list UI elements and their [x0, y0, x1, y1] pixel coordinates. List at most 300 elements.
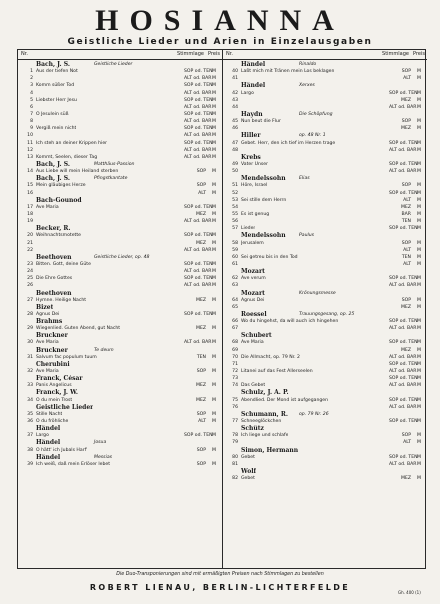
price-header: Preis [208, 51, 220, 57]
entry-title: Das Gebet [241, 383, 266, 389]
entry-number: 26 [27, 283, 33, 289]
entry-title: Jerusalem [241, 240, 264, 246]
composer-name: Mendelssohn [241, 175, 286, 183]
entry-title: Schneeglöckchen [241, 419, 282, 425]
price-group: M [212, 419, 216, 425]
price-group: M [212, 354, 216, 360]
entry-number: 77 [232, 419, 238, 425]
catalogue-entry [223, 240, 427, 247]
catalogue-entry [18, 418, 222, 425]
entry-number: 31 [27, 354, 33, 360]
catalogue-entry [223, 161, 427, 168]
voice-range: ALT od. BAR [389, 369, 417, 375]
voice-range: MEZ [195, 397, 206, 403]
entry-title: Ave Maria [36, 340, 59, 346]
catalogue-entry [18, 75, 222, 82]
voice-range: SOP od. TEN [389, 419, 418, 425]
composer-name: Becker, R. [36, 225, 71, 233]
catalogue-code: Gh. 400 (1) [398, 590, 421, 595]
work-title: Paulus [299, 233, 315, 239]
price-group: M [417, 319, 421, 325]
voice-range: SOP od. TEN [389, 276, 418, 282]
price-group: M [212, 311, 216, 317]
voice-range: MEZ [195, 240, 206, 246]
catalogue-entry [18, 382, 222, 389]
work-title: Elias [299, 176, 310, 182]
composer-heading [223, 447, 427, 454]
catalogue-entry [18, 240, 222, 247]
entry-title: Weihnachtsmotette [36, 233, 81, 239]
catalogue-entry [223, 297, 427, 304]
price-group: M [212, 383, 216, 389]
catalogue-entry [18, 211, 222, 218]
catalogue-entry [18, 204, 222, 211]
voice-range: SOP [196, 411, 206, 417]
composer-heading [223, 154, 427, 161]
entry-number: 7 [30, 111, 33, 117]
entry-title: Aus Liebe will mein Heiland sterben [36, 169, 119, 175]
voice-range: ALT od. BAR [184, 76, 212, 82]
catalogue-entry [18, 232, 222, 239]
entry-number: 18 [27, 211, 33, 217]
price-group: M [212, 104, 216, 110]
voice-range: MEZ [195, 383, 206, 389]
price-group: M [212, 133, 216, 139]
composer-name: Brahms [36, 318, 63, 326]
voice-range: ALT od. BAR [389, 283, 417, 289]
price-group: M [417, 326, 421, 332]
entry-number: 47 [232, 140, 238, 146]
entry-number: 78 [232, 433, 238, 439]
voice-range: ALT od. BAR [184, 219, 212, 225]
entry-title: Gebet [241, 454, 255, 460]
composer-heading [18, 454, 222, 461]
voice-range: ALT od. BAR [389, 326, 417, 332]
entry-number: 74 [232, 383, 238, 389]
price-group: M [417, 419, 421, 425]
composer-name: Cherubini [36, 360, 70, 368]
voice-range: ALT od. BAR [184, 147, 212, 153]
voice-range: ALT od. BAR [389, 169, 417, 175]
catalogue-entry [223, 439, 427, 446]
price-group: M [212, 69, 216, 75]
entry-title: Salvum fac populum tuum [36, 354, 97, 360]
catalogue-entry [223, 204, 427, 211]
entry-number: 14 [27, 169, 33, 175]
price-group: M [212, 269, 216, 275]
voice-range: TEN [401, 219, 411, 225]
price-group: M [212, 211, 216, 217]
entry-number: 56 [232, 219, 238, 225]
composer-heading [223, 132, 427, 139]
composer-heading [18, 161, 222, 168]
entry-number: 49 [232, 161, 238, 167]
price-group: M [417, 404, 421, 410]
entry-number: 71 [232, 361, 238, 367]
entry-title: Largo [36, 433, 49, 439]
catalogue-entry [223, 182, 427, 189]
catalogue-entry [18, 339, 222, 346]
price-group: M [212, 233, 216, 239]
catalogue-entry [223, 375, 427, 382]
price-group: M [417, 211, 421, 217]
entry-number: 24 [27, 269, 33, 275]
voice-range: SOP [401, 183, 411, 189]
entry-number: 21 [27, 240, 33, 246]
catalogue-entry [223, 118, 427, 125]
entry-number: 75 [232, 397, 238, 403]
voice-range: SOP od. TEN [389, 140, 418, 146]
catalogue-entry [223, 404, 427, 411]
voice-range: ALT od. BAR [184, 90, 212, 96]
work-title: Matthäus-Passion [94, 161, 135, 167]
voice-range: ALT od. BAR [184, 247, 212, 253]
price-group: M [212, 326, 216, 332]
composer-heading [223, 82, 427, 89]
voice-range: SOP [401, 433, 411, 439]
work-title: Pfingstkantate [94, 176, 128, 182]
catalogue-entry [18, 354, 222, 361]
composer-heading [18, 389, 222, 396]
voice-range: TEN [401, 254, 411, 260]
composer-name: Bizet [36, 303, 54, 311]
voice-range: ALT [403, 440, 411, 446]
price-group: M [212, 219, 216, 225]
entry-number: 17 [27, 204, 33, 210]
entry-title: O du fröhliche [36, 419, 69, 425]
voice-range: SOP [401, 297, 411, 303]
entry-number: 2 [30, 76, 33, 82]
voice-range: MEZ [195, 326, 206, 332]
entry-number: 37 [27, 433, 33, 439]
catalogue-entry [18, 132, 222, 139]
entry-title: Litanei auf das Fest Allerseelen [241, 369, 313, 375]
entry-number: 35 [27, 411, 33, 417]
catalogue-entry [18, 368, 222, 375]
composer-heading [18, 332, 222, 339]
catalogue-entry [18, 118, 222, 125]
entry-number: 67 [232, 326, 238, 332]
catalogue-entry [223, 318, 427, 325]
catalogue-entry [223, 261, 427, 268]
price-group: M [212, 433, 216, 439]
price-group: M [417, 219, 421, 225]
voice-range: SOP od. TEN [389, 190, 418, 196]
voice-range: BAR [401, 211, 411, 217]
catalogue-entry [18, 397, 222, 404]
price-group: M [417, 169, 421, 175]
entry-title: O du mein Trost [36, 397, 73, 403]
entry-title: Gebet [241, 476, 255, 482]
entry-number: 39 [27, 461, 33, 467]
composer-heading [18, 318, 222, 325]
voice-range: ALT od. BAR [389, 383, 417, 389]
composer-name: Mozart [241, 268, 265, 276]
catalogue-entry [18, 282, 222, 289]
price-group: M [417, 161, 421, 167]
work-title: Die Schöpfung [299, 111, 333, 117]
work-title: op. 48 Nr. 1 [299, 133, 326, 139]
catalogue-entry [18, 275, 222, 282]
no-header: Nr. [21, 51, 28, 57]
entry-number: 20 [27, 233, 33, 239]
entry-number: 50 [232, 169, 238, 175]
work-title: Krönungsmesse [299, 290, 336, 296]
voice-range: SOP od. TEN [184, 276, 213, 282]
voice-range: SOP od. TEN [184, 69, 213, 75]
catalogue-entry [18, 325, 222, 332]
entry-title: Sei getreu bis in den Tod [241, 254, 298, 260]
entry-number: 61 [232, 261, 238, 267]
catalogue-entry [223, 397, 427, 404]
entry-number: 38 [27, 447, 33, 453]
voice-range: SOP od. TEN [184, 261, 213, 267]
price-group: M [417, 69, 421, 75]
composer-heading [18, 375, 222, 382]
catalogue-entry [223, 282, 427, 289]
price-group: M [212, 283, 216, 289]
left-column [18, 50, 223, 568]
composer-heading [18, 254, 222, 261]
catalogue-entry [18, 147, 222, 154]
entry-number: 69 [232, 347, 238, 353]
voice-range: ALT od. BAR [184, 119, 212, 125]
catalogue-entry [223, 104, 427, 111]
voice-range: SOP od. TEN [389, 90, 418, 96]
entry-title: Aus der tiefen Not [36, 69, 78, 75]
price-group: M [212, 111, 216, 117]
voice-range: ALT [403, 247, 411, 253]
price-group: M [212, 190, 216, 196]
work-title: Trauungsgesang, op. 25 [299, 311, 355, 317]
composer-name: Bach-Gounod [36, 196, 82, 204]
voice-range: SOP [401, 119, 411, 125]
voice-range: SOP od. TEN [389, 161, 418, 167]
price-group: M [417, 261, 421, 267]
entry-number: 23 [27, 261, 33, 267]
entry-number: 58 [232, 240, 238, 246]
voice-range: SOP [196, 169, 206, 175]
voice-range: SOP [196, 369, 206, 375]
price-group: M [417, 433, 421, 439]
voice-range: ALT od. BAR [184, 104, 212, 110]
voice-range: MEZ [400, 347, 411, 353]
composer-name: Beethoven [36, 253, 72, 261]
no-header: Nr. [226, 51, 233, 57]
voice-range: ALT od. BAR [389, 461, 417, 467]
catalogue-entry [223, 75, 427, 82]
price-group: M [417, 304, 421, 310]
entry-number: 51 [232, 183, 238, 189]
composer-heading [18, 425, 222, 432]
catalogue-entry [18, 268, 222, 275]
voice-range: SOP od. TEN [184, 311, 213, 317]
composer-heading [223, 389, 427, 396]
entry-number: 27 [27, 297, 33, 303]
catalogue-entry [18, 461, 222, 468]
composer-heading [18, 347, 222, 354]
price-group: M [212, 76, 216, 82]
price-group: M [212, 240, 216, 246]
right-column-header [223, 50, 427, 60]
catalogue-entry [223, 247, 427, 254]
work-title: op. 79 Nr. 26 [299, 411, 329, 417]
price-group: M [212, 297, 216, 303]
entry-number: 19 [27, 219, 33, 225]
composer-name: Händel [36, 453, 61, 461]
entry-title: Agnus Dei [36, 311, 60, 317]
composer-name: Haydn [241, 110, 263, 118]
voice-range: SOP [401, 69, 411, 75]
catalogue-entry [18, 218, 222, 225]
voice-range: SOP [196, 461, 206, 467]
voice-range: SOP od. TEN [184, 140, 213, 146]
price-group: M [417, 190, 421, 196]
entry-number: 52 [232, 190, 238, 196]
voice-range: SOP od. TEN [389, 376, 418, 382]
composer-heading [18, 225, 222, 232]
catalogue-entry [18, 261, 222, 268]
price-group: M [212, 411, 216, 417]
price-group: M [417, 383, 421, 389]
entry-title: Largo [241, 90, 254, 96]
composer-heading [223, 468, 427, 475]
catalogue-entry [223, 454, 427, 461]
catalogue-entry [18, 182, 222, 189]
entry-number: 15 [27, 183, 33, 189]
catalogue-table [17, 49, 426, 569]
entry-number: 79 [232, 440, 238, 446]
composer-name: Mozart [241, 289, 265, 297]
voice-range: ALT od. BAR [184, 340, 212, 346]
voice-range: SOP od. TEN [184, 433, 213, 439]
entry-number: 80 [232, 454, 238, 460]
catalogue-entry [223, 68, 427, 75]
voice-range: SOP od. TEN [389, 397, 418, 403]
entry-number: 9 [30, 126, 33, 132]
catalogue-entry [18, 432, 222, 439]
entry-title: Komm süßer Tod [36, 83, 75, 89]
composer-name: Bruckner [36, 346, 68, 354]
entry-number: 54 [232, 204, 238, 210]
voice-range: SOP od. TEN [184, 111, 213, 117]
entry-number: 63 [232, 283, 238, 289]
entry-number: 42 [232, 90, 238, 96]
price-group: M [417, 90, 421, 96]
entry-title: Ich steh an deiner Krippen hier [36, 140, 108, 146]
composer-name: Schulz, J. A. P. [241, 389, 289, 397]
entry-number: 33 [27, 383, 33, 389]
voice-range: ALT od. BAR [389, 147, 417, 153]
voice-range: SOP od. TEN [389, 340, 418, 346]
composer-heading [223, 290, 427, 297]
composer-name: Händel [36, 425, 61, 433]
voice-range: MEZ [400, 97, 411, 103]
price-group: M [417, 254, 421, 260]
entry-number: 65 [232, 304, 238, 310]
price-group: M [417, 240, 421, 246]
entry-number: 10 [27, 133, 33, 139]
catalogue-entry [18, 297, 222, 304]
entry-number: 59 [232, 247, 238, 253]
entry-title: Ave verum [241, 276, 266, 282]
catalogue-entry [18, 154, 222, 161]
work-title: Te deum [94, 347, 114, 353]
price-group: M [417, 226, 421, 232]
catalogue-entry [223, 339, 427, 346]
entry-number: 1 [30, 69, 33, 75]
price-group: M [417, 361, 421, 367]
voice-range: SOP od. TEN [389, 454, 418, 460]
price-group: M [417, 297, 421, 303]
entry-title: O hätt' ich Jubals Harf' [36, 447, 88, 453]
catalogue-entry [223, 275, 427, 282]
price-group: M [417, 247, 421, 253]
entry-number: 40 [232, 69, 238, 75]
voice-range: MEZ [400, 476, 411, 482]
entry-title: Kommt, Seelen, dieser Tag [36, 154, 98, 160]
voice-range: MEZ [400, 126, 411, 132]
catalogue-entry [18, 411, 222, 418]
price-group: M [417, 104, 421, 110]
composer-heading [18, 304, 222, 311]
composer-name: Geistliche Lieder [36, 403, 94, 411]
catalogue-entry [223, 475, 427, 482]
price-group: M [212, 261, 216, 267]
voice-range: ALT od. BAR [184, 269, 212, 275]
entry-title: Vergiß mein nicht [36, 126, 77, 132]
work-title: Xerxes [299, 83, 315, 89]
composer-name: Schumann, R. [241, 410, 288, 418]
price-group: M [212, 119, 216, 125]
voice-range: ALT od. BAR [184, 154, 212, 160]
entry-number: 3 [30, 83, 33, 89]
catalogue-entry [223, 190, 427, 197]
entry-title: Die Ehre Gottes [36, 276, 73, 282]
catalogue-entry [223, 325, 427, 332]
composer-heading [223, 268, 427, 275]
catalogue-entry [223, 461, 427, 468]
work-title: Messias [94, 454, 113, 460]
entry-number: 8 [30, 119, 33, 125]
entry-title: Wiegenlied. Guten Abend, gut Nacht [36, 326, 121, 332]
catalogue-entry [223, 354, 427, 361]
entry-number: 48 [232, 147, 238, 153]
price-group: M [417, 340, 421, 346]
composer-heading [223, 311, 427, 318]
voice-range: SOP od. TEN [389, 319, 418, 325]
voice-range: SOP [196, 183, 206, 189]
right-rows [223, 61, 427, 482]
voice-range: SOP od. TEN [184, 233, 213, 239]
price-group: M [212, 276, 216, 282]
catalogue-entry [18, 311, 222, 318]
catalogue-entry [223, 368, 427, 375]
catalogue-entry [223, 211, 427, 218]
entry-number: 55 [232, 211, 238, 217]
catalogue-entry [223, 97, 427, 104]
price-group: M [212, 183, 216, 189]
voice-header: Stimmlage [177, 51, 204, 57]
price-group: M [417, 347, 421, 353]
price-group: M [212, 247, 216, 253]
price-group: M [417, 476, 421, 482]
price-group: M [417, 147, 421, 153]
entry-title: Ave Maria [36, 204, 59, 210]
price-group: M [417, 204, 421, 210]
price-group: M [212, 126, 216, 132]
work-title: Josua [94, 440, 107, 446]
